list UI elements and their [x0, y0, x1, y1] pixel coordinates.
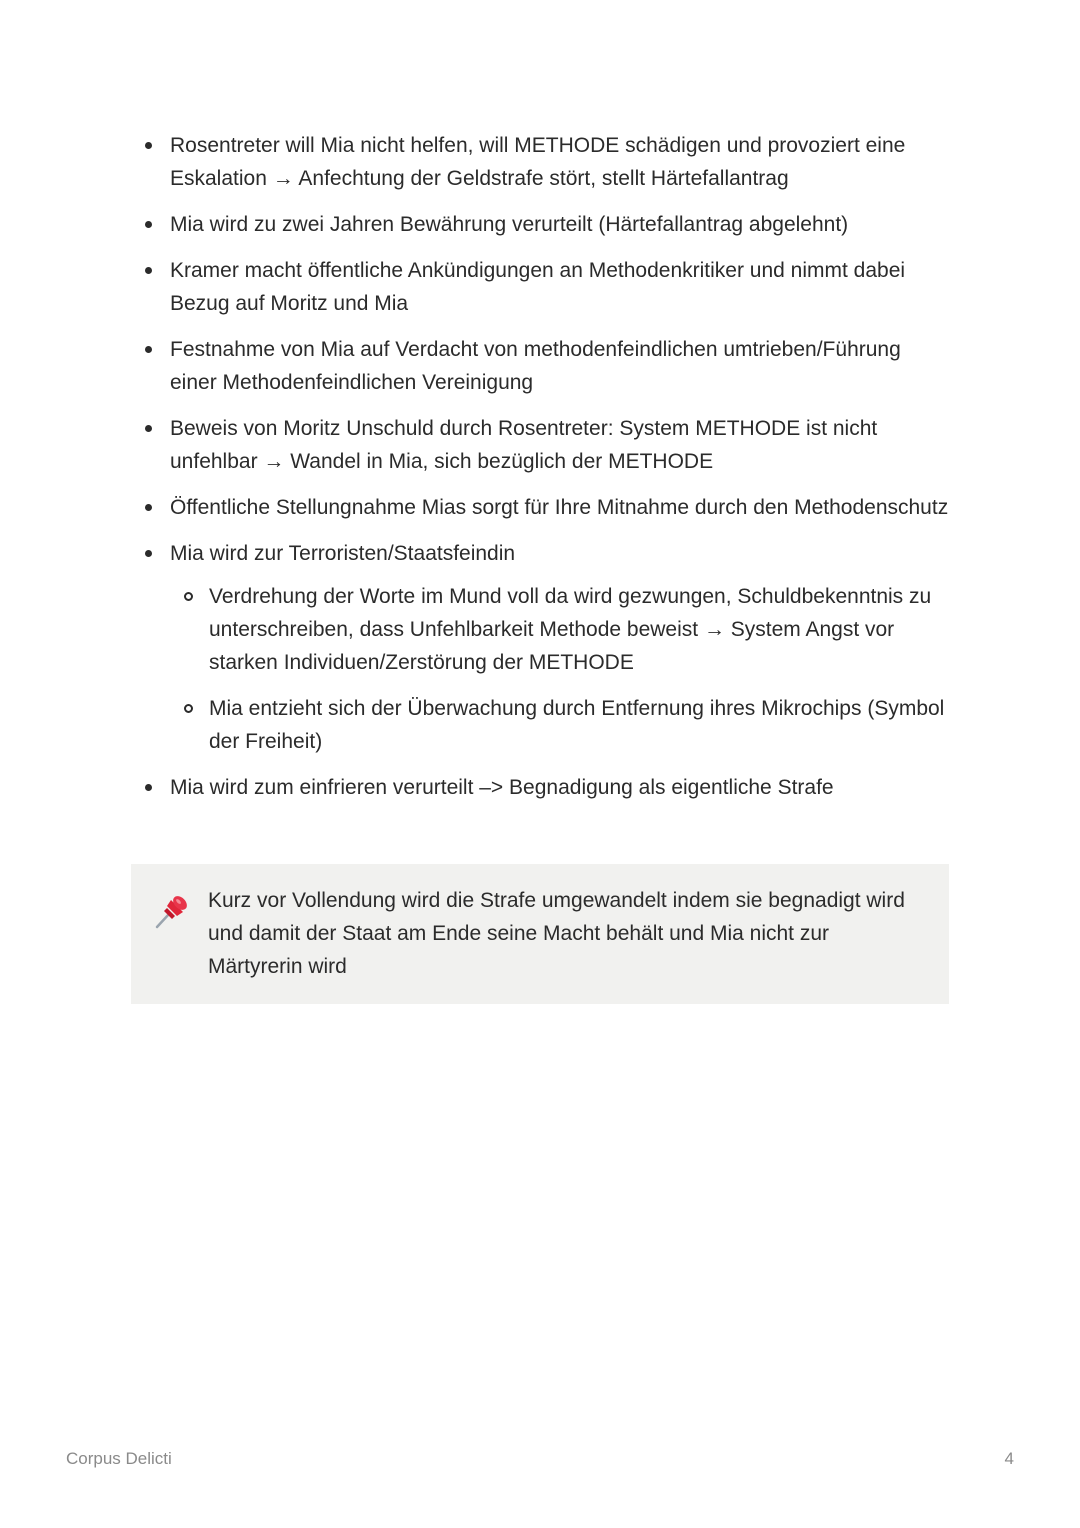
sub-list-item — [170, 580, 960, 679]
sub-bullet-text: Mia entzieht sich der Überwachung durch Entfernung ihres Mikrochips (Symbol der Freiheit) — [209, 697, 945, 753]
callout-text: Kurz vor Vollendung wird die Strafe umgewandelt indem sie begnadigt wird und damit der Staat am Ende seine Macht behält und Mia nicht zur Märtyrerin wird — [208, 889, 905, 978]
bullet-text: Kramer macht öffentliche Ankündigungen an Methodenkritiker und nimmt dabei Bezug auf Moritz und Mia — [170, 259, 906, 315]
footer-title: Corpus Delicti — [66, 1449, 172, 1468]
list-item — [0, 208, 1080, 241]
bullet-text: Mia wird zum einfrieren verurteilt –> Begnadigung als eigentliche Strafe — [170, 776, 834, 799]
bullet-text: Beweis von Moritz Unschuld durch Rosentreter: System METHODE ist nicht unfehlbar → Wandel in Mia, sich bezüglich der METHODE — [170, 417, 878, 473]
list-item — [0, 491, 1080, 524]
list-item — [0, 129, 1080, 195]
bullet-text: Rosentreter will Mia nicht helfen, will METHODE schädigen und provoziert eine Eskalation → Anfechtung der Geldstrafe stört, stellt Härtefallantrag — [170, 134, 906, 190]
bullet-text: Mia wird zur Terroristen/Staatsfeindin — [170, 542, 516, 565]
bullet-text: Mia wird zu zwei Jahren Bewährung verurteilt (Härtefallantrag abgelehnt) — [170, 213, 849, 236]
bullet-list — [0, 129, 1080, 804]
sub-bullet-list — [170, 580, 950, 758]
list-item — [0, 254, 1080, 320]
sub-bullet-text: Verdrehung der Worte im Mund voll da wird gezwungen, Schuldbekenntnis zu unterschreiben, dass Unfehlbarkeit Methode beweist → System Angst vor starken Individuen/Zerstörung der METHODE — [209, 585, 932, 674]
list-item — [0, 537, 1080, 758]
sub-list-item — [170, 692, 960, 758]
bullet-text: Festnahme von Mia auf Verdacht von methodenfeindlichen umtrieben/Führung einer Methodenfeindlichen Vereinigung — [170, 338, 901, 394]
list-item — [0, 771, 1080, 804]
pushpin-icon — [153, 890, 193, 930]
document-body — [0, 129, 1080, 817]
page-number: 4 — [1004, 1449, 1014, 1468]
list-item — [0, 412, 1080, 478]
list-item — [0, 333, 1080, 399]
callout-box — [131, 864, 949, 1004]
bullet-text: Öffentliche Stellungnahme Mias sorgt für Ihre Mitnahme durch den Methodenschutz — [170, 496, 949, 519]
